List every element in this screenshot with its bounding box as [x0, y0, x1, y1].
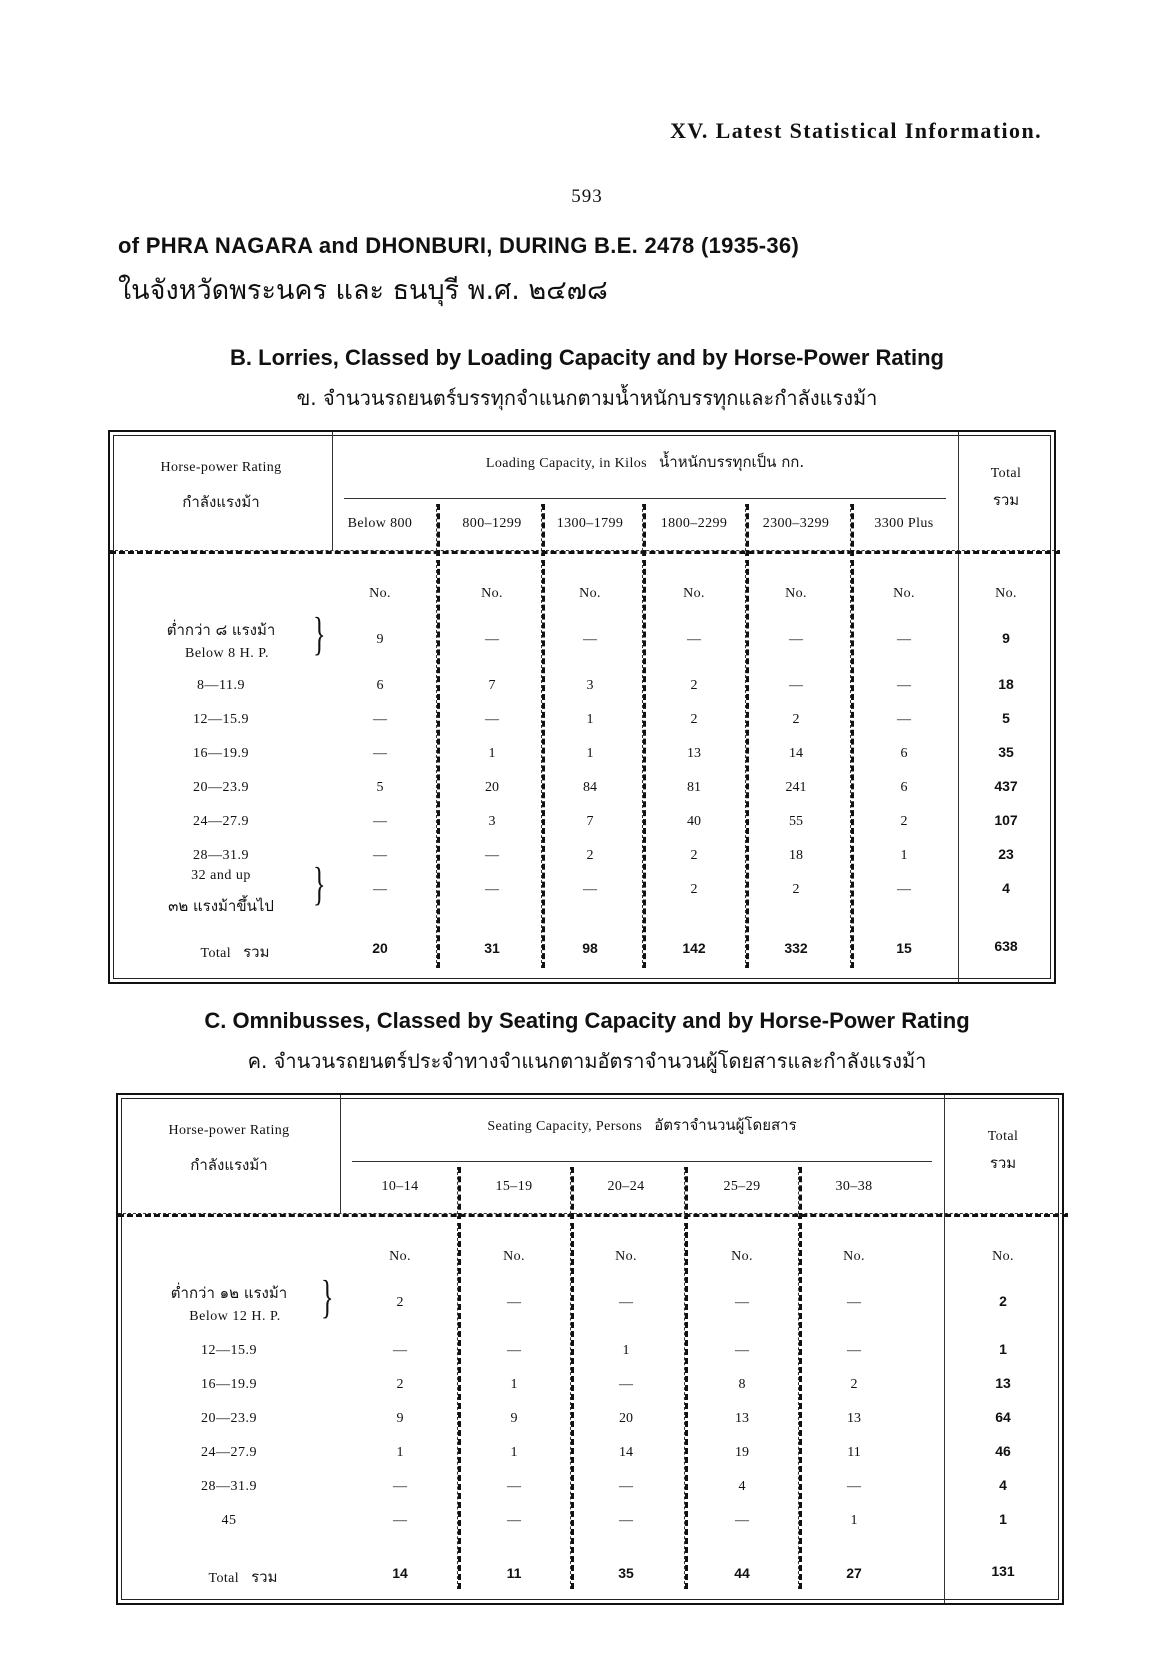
row-total: 5 — [1002, 710, 1010, 726]
cell-value: — — [619, 1377, 633, 1392]
hp-rating-header: Horse-power Rating — [168, 1123, 290, 1138]
unit-label: No. — [843, 1249, 865, 1264]
cell-value: 2 — [396, 1295, 404, 1310]
column-header: 30–38 — [835, 1179, 873, 1194]
row-label-thai: ต่ำกว่า ๑๒ แรงม้า — [170, 1284, 288, 1302]
cell-value: 13 — [847, 1411, 861, 1426]
cell-value: — — [735, 1295, 749, 1310]
column-divider — [798, 1167, 802, 1219]
column-divider — [457, 1167, 461, 1219]
row-label-thai: ๓๒ แรงม้าขึ้นไป — [168, 897, 274, 915]
column-divider — [850, 560, 854, 968]
cell-value: 2 — [900, 814, 908, 829]
column-divider — [745, 560, 749, 968]
row-total: 107 — [994, 812, 1018, 828]
cell-value: 9 — [376, 632, 384, 647]
row-total: 1 — [999, 1341, 1007, 1357]
column-divider — [642, 504, 646, 556]
cell-value: — — [373, 848, 387, 863]
total-header-thai: รวม — [989, 1154, 1017, 1172]
cell-value: 2 — [792, 712, 800, 727]
cell-value: — — [687, 632, 701, 647]
row-label: 28—31.9 — [193, 848, 249, 863]
unit-label: No. — [481, 586, 503, 601]
cell-value: — — [485, 712, 499, 727]
cell-value: — — [485, 848, 499, 863]
cell-value: — — [485, 632, 499, 647]
total-divider — [958, 432, 959, 982]
column-total: 14 — [392, 1565, 408, 1581]
cell-value: — — [619, 1295, 633, 1310]
row-label: Below 8 H. P. — [185, 646, 269, 661]
cell-value: 1 — [622, 1343, 630, 1358]
cell-value: — — [619, 1513, 633, 1528]
cell-value: 18 — [789, 848, 803, 863]
column-total: 31 — [484, 940, 500, 956]
column-divider — [745, 504, 749, 556]
section-c-title-thai: ค. จำนวนรถยนตร์ประจำทางจำแนกตามอัตราจำนวนผู้โดยสารและกำลังแรงม้า — [247, 1049, 927, 1073]
cell-value: 19 — [735, 1445, 749, 1460]
column-header: 1300–1799 — [556, 516, 624, 531]
cell-value: 1 — [510, 1445, 518, 1460]
row-label: Below 12 H. P. — [189, 1309, 281, 1324]
column-divider — [798, 1223, 802, 1589]
row-total: 64 — [995, 1409, 1011, 1425]
cell-value: 1 — [586, 712, 594, 727]
cell-value: — — [847, 1479, 861, 1494]
group-header — [487, 1113, 796, 1137]
total-header-thai: รวม — [992, 491, 1020, 509]
row-total: 35 — [998, 744, 1014, 760]
row-label: 20—23.9 — [201, 1411, 257, 1426]
row-label: 24—27.9 — [193, 814, 249, 829]
column-divider — [541, 504, 545, 556]
hp-rating-header-thai: กำลังแรงม้า — [182, 493, 260, 511]
cell-value: 4 — [738, 1479, 746, 1494]
row-label: 12—15.9 — [193, 712, 249, 727]
column-header: 2300–3299 — [762, 516, 830, 531]
cell-value: 81 — [687, 780, 701, 795]
cell-value: — — [847, 1343, 861, 1358]
unit-label: No. — [615, 1249, 637, 1264]
cell-value: — — [897, 712, 911, 727]
cell-value: 14 — [619, 1445, 633, 1460]
cell-value: 1 — [586, 746, 594, 761]
total-row-label-thai: รวม — [251, 1568, 278, 1586]
cell-value: — — [789, 678, 803, 693]
cell-value: 6 — [900, 780, 908, 795]
cell-value: 3 — [488, 814, 496, 829]
cell-value: — — [897, 632, 911, 647]
column-total: 27 — [846, 1565, 862, 1581]
cell-value: — — [373, 712, 387, 727]
row-total: 1 — [999, 1511, 1007, 1527]
row-total: 4 — [999, 1477, 1007, 1493]
cell-value: 13 — [735, 1411, 749, 1426]
header-rule — [118, 1213, 1068, 1217]
cell-value: 1 — [900, 848, 908, 863]
row-total: 23 — [998, 846, 1014, 862]
cell-value: — — [507, 1479, 521, 1494]
grand-total: 131 — [991, 1563, 1015, 1579]
cell-value: — — [735, 1513, 749, 1528]
column-divider — [436, 560, 440, 968]
cell-value: 2 — [396, 1377, 404, 1392]
cell-value: — — [393, 1513, 407, 1528]
omnibusses-table — [116, 1093, 1064, 1605]
row-total: 4 — [1002, 880, 1010, 896]
total-row-label-en: Total — [208, 1571, 240, 1586]
cell-value: 6 — [376, 678, 384, 693]
column-total: 35 — [618, 1565, 634, 1581]
section-b-title-thai: ข. จำนวนรถยนตร์บรรทุกจำแนกตามน้ำหนักบรรทุกและกำลังแรงม้า — [296, 386, 878, 410]
cell-value: 241 — [785, 780, 807, 795]
cell-value: 5 — [376, 780, 384, 795]
cell-value: 2 — [690, 678, 698, 693]
column-total: 98 — [582, 940, 598, 956]
cell-value: — — [507, 1343, 521, 1358]
unit-label: No. — [369, 586, 391, 601]
column-header: 800–1299 — [462, 516, 522, 531]
row-total: 13 — [995, 1375, 1011, 1391]
row-total: 9 — [1002, 630, 1010, 646]
cell-value: 2 — [690, 712, 698, 727]
group-header — [486, 450, 804, 474]
cell-value: — — [485, 882, 499, 897]
row-label: 8—11.9 — [197, 678, 245, 693]
cell-value: — — [789, 632, 803, 647]
cell-value: 1 — [488, 746, 496, 761]
column-divider — [570, 1167, 574, 1219]
total-row-label-thai: รวม — [243, 943, 270, 961]
cell-value: 20 — [619, 1411, 633, 1426]
running-head: XV. Latest Statistical Information. — [670, 118, 1042, 143]
group-header-label: Loading Capacity, in Kilos — [485, 456, 648, 471]
cell-value: 2 — [586, 848, 594, 863]
header-rule — [110, 550, 1060, 554]
column-total: 44 — [734, 1565, 750, 1581]
column-header: 25–29 — [723, 1179, 761, 1194]
row-brace: } — [321, 1271, 334, 1324]
grand-total: 638 — [994, 938, 1018, 954]
column-total: 11 — [506, 1565, 522, 1581]
unit-label: No. — [731, 1249, 753, 1264]
cell-value: 11 — [847, 1445, 861, 1460]
hp-rating-header: Horse-power Rating — [160, 460, 282, 475]
total-divider — [944, 1095, 945, 1603]
cell-value: — — [897, 678, 911, 693]
column-divider — [850, 504, 854, 556]
header-divider — [340, 1095, 341, 1213]
group-header-rule — [344, 498, 946, 499]
column-header: 10–14 — [381, 1179, 419, 1194]
cell-value: — — [583, 882, 597, 897]
row-label: 20—23.9 — [193, 780, 249, 795]
cell-value: — — [583, 632, 597, 647]
cell-value: — — [373, 814, 387, 829]
cell-value: 2 — [690, 848, 698, 863]
column-divider — [436, 504, 440, 556]
unit-label: No. — [992, 1249, 1014, 1264]
cell-value: — — [619, 1479, 633, 1494]
column-total: 332 — [784, 940, 808, 956]
group-header-label-thai: อัตราจำนวนผู้โดยสาร — [654, 1116, 797, 1134]
cell-value: 13 — [687, 746, 701, 761]
row-label: 28—31.9 — [201, 1479, 257, 1494]
cell-value: — — [393, 1479, 407, 1494]
lorries-table — [108, 430, 1056, 984]
total-header: Total — [987, 1129, 1019, 1144]
cell-value: 55 — [789, 814, 803, 829]
row-total: 437 — [994, 778, 1018, 794]
cell-value: 20 — [485, 780, 499, 795]
cell-value: 1 — [850, 1513, 858, 1528]
cell-value: — — [507, 1295, 521, 1310]
row-label: 16—19.9 — [201, 1377, 257, 1392]
cell-value: 8 — [738, 1377, 746, 1392]
cell-value: — — [373, 882, 387, 897]
column-divider — [642, 560, 646, 968]
cell-value: — — [847, 1295, 861, 1310]
continued-title-thai: ในจังหวัดพระนคร และ ธนบุรี พ.ศ. ๒๔๗๘ — [118, 275, 608, 306]
cell-value: 1 — [510, 1377, 518, 1392]
row-total: 18 — [998, 676, 1014, 692]
section-c-title: C. Omnibusses, Classed by Seating Capacity and by Horse-Power Rating — [204, 1008, 970, 1033]
column-total: 20 — [372, 940, 388, 956]
column-divider — [684, 1223, 688, 1589]
cell-value: — — [393, 1343, 407, 1358]
cell-value: 9 — [396, 1411, 404, 1426]
column-header: 3300 Plus — [874, 516, 934, 531]
column-total: 15 — [896, 940, 912, 956]
header-divider — [332, 432, 333, 550]
row-label-thai: ต่ำกว่า ๘ แรงม้า — [166, 621, 276, 639]
row-label: 32 and up — [191, 868, 251, 883]
column-divider — [570, 1223, 574, 1589]
row-total: 46 — [995, 1443, 1011, 1459]
unit-label: No. — [785, 586, 807, 601]
cell-value: — — [507, 1513, 521, 1528]
row-label: 12—15.9 — [201, 1343, 257, 1358]
unit-label: No. — [503, 1249, 525, 1264]
hp-rating-header-thai: กำลังแรงม้า — [190, 1156, 268, 1174]
section-b-title: B. Lorries, Classed by Loading Capacity and by Horse-Power Rating — [230, 345, 944, 370]
row-label: 24—27.9 — [201, 1445, 257, 1460]
cell-value: 40 — [687, 814, 701, 829]
column-total: 142 — [682, 940, 706, 956]
cell-value: 2 — [850, 1377, 858, 1392]
column-header: 1800–2299 — [660, 516, 728, 531]
row-brace: } — [313, 608, 326, 661]
cell-value: 1 — [396, 1445, 404, 1460]
cell-value: 2 — [792, 882, 800, 897]
cell-value: 14 — [789, 746, 803, 761]
total-row-label — [201, 940, 270, 964]
row-label: 16—19.9 — [193, 746, 249, 761]
row-label: 45 — [221, 1513, 237, 1528]
cell-value: 6 — [900, 746, 908, 761]
total-row-label — [209, 1565, 278, 1589]
cell-value: — — [897, 882, 911, 897]
column-header: 20–24 — [607, 1179, 645, 1194]
cell-value: — — [735, 1343, 749, 1358]
total-row-label-en: Total — [200, 946, 232, 961]
group-header-label-thai: น้ำหนักบรรทุกเป็น กก. — [659, 453, 805, 471]
cell-value: 9 — [510, 1411, 518, 1426]
total-header: Total — [990, 466, 1022, 481]
unit-label: No. — [995, 586, 1017, 601]
cell-value: 3 — [586, 678, 594, 693]
cell-value: 7 — [586, 814, 594, 829]
unit-label: No. — [389, 1249, 411, 1264]
column-divider — [541, 560, 545, 968]
column-header: Below 800 — [347, 516, 413, 531]
column-divider — [684, 1167, 688, 1219]
unit-label: No. — [579, 586, 601, 601]
group-header-label: Seating Capacity, Persons — [487, 1119, 643, 1134]
column-divider — [457, 1223, 461, 1589]
unit-label: No. — [893, 586, 915, 601]
cell-value: 2 — [690, 882, 698, 897]
unit-label: No. — [683, 586, 705, 601]
page-number: 593 — [571, 186, 603, 207]
group-header-rule — [352, 1161, 932, 1162]
row-brace: } — [313, 858, 326, 911]
cell-value: 7 — [488, 678, 496, 693]
continued-title: of PHRA NAGARA and DHONBURI, DURING B.E. 2478 (1935-36) — [118, 233, 800, 258]
cell-value: — — [373, 746, 387, 761]
column-header: 15–19 — [495, 1179, 533, 1194]
row-total: 2 — [999, 1293, 1007, 1309]
cell-value: 84 — [583, 780, 597, 795]
